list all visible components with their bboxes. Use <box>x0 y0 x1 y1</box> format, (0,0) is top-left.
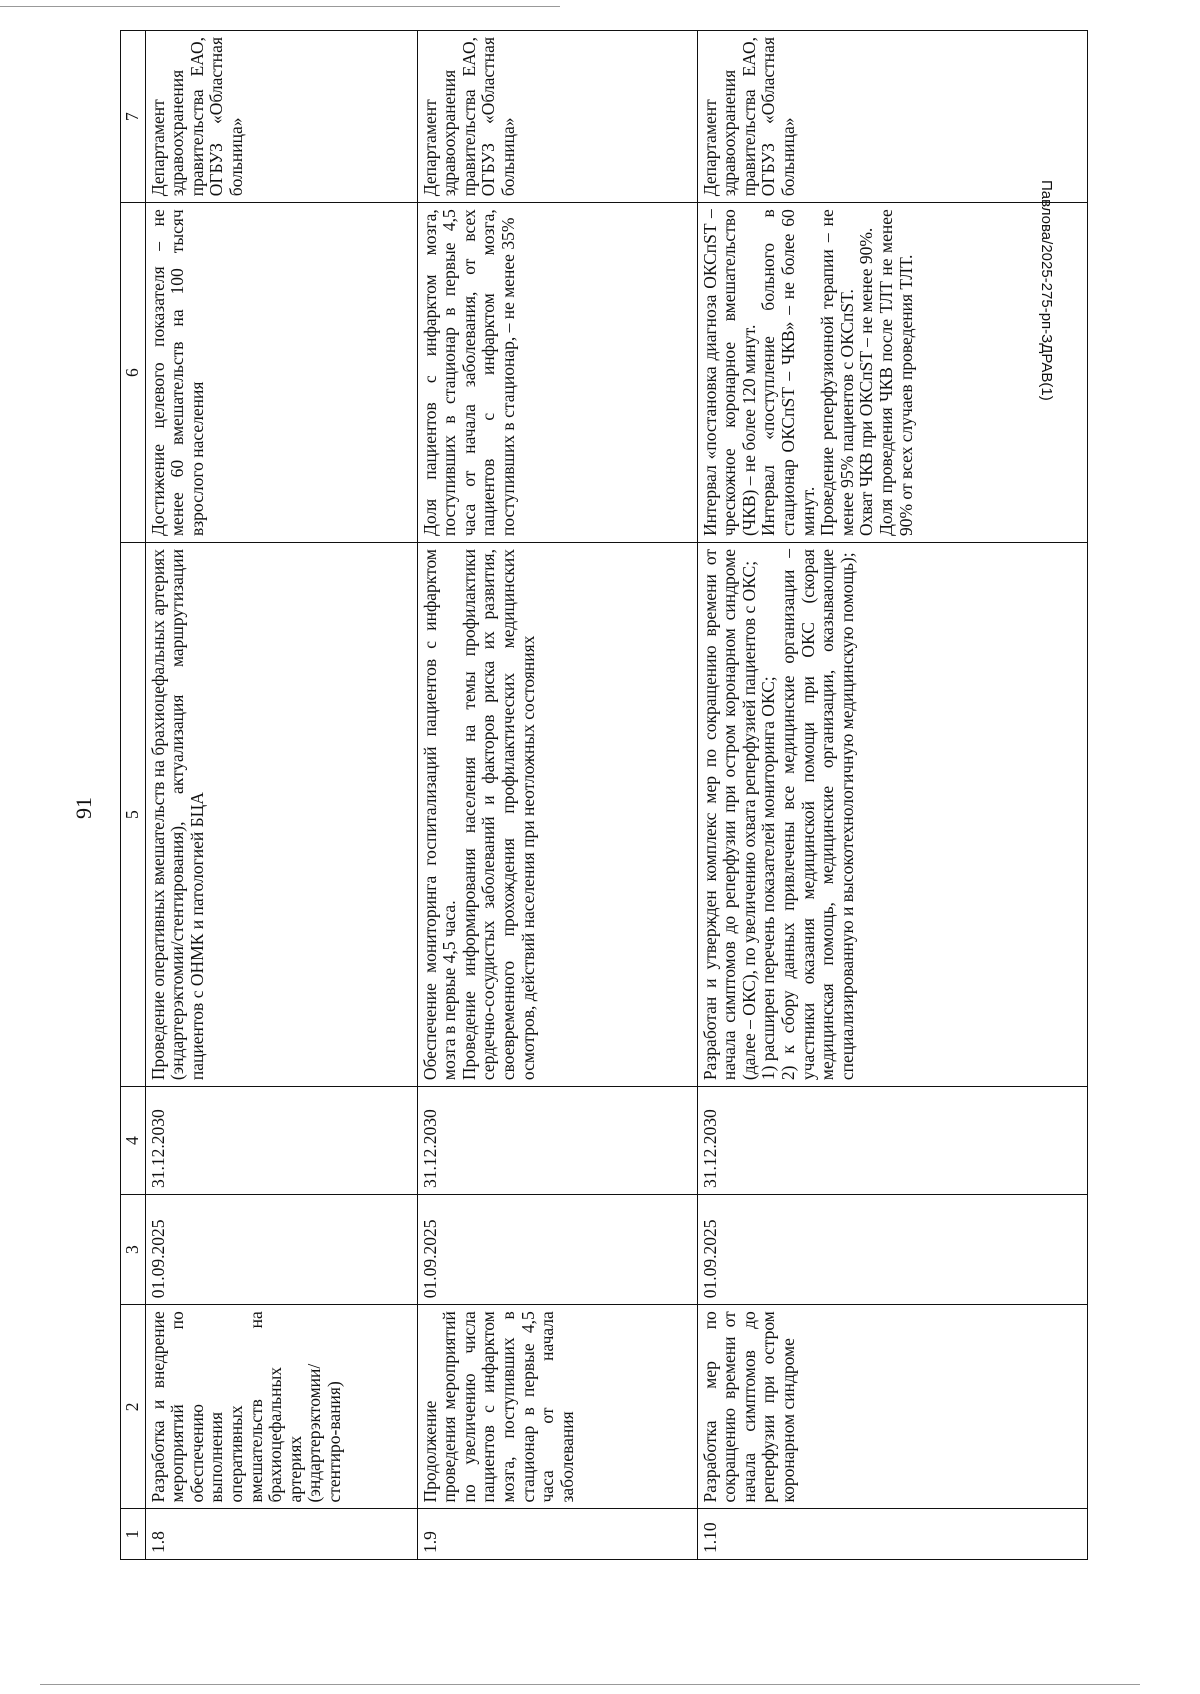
indicator-paragraph: Доля пациентов с инфарктом мозга, поступивших в стационар в первые 4,5 часа от начала заболевания, от всех пациентов с инфарктом мозга, поступивших в стационар, – не менее 35% <box>419 209 518 537</box>
indicator-paragraph: Интервал «постановка диагноза ОКСпST – чрескожное коронарное вмешательство (ЧКВ) – не более 120 минут. <box>699 209 759 537</box>
header-col-1: 1 <box>121 1509 146 1560</box>
header-col-4: 4 <box>121 1087 146 1195</box>
expected-result <box>697 543 1087 1087</box>
expected-result <box>417 543 697 1087</box>
indicator-paragraph: Достижение целевого показателя – не менее 60 вмешательств на 100 тысяч взрослого населения <box>147 209 207 537</box>
result-paragraph: Проведение оперативных вмешательств на брахиоцефальных артериях (эндартерэктомии/стентирования), актуализация маршрутизации пациентов с ОНМК и патологией БЦА <box>147 549 207 1081</box>
rotated-table-container <box>120 30 1080 1560</box>
target-indicator <box>145 203 417 543</box>
indicator-paragraph: Проведение реперфузионной терапии – не менее 95% пациентов с ОКСпST. <box>817 209 857 537</box>
header-col-3: 3 <box>121 1195 146 1305</box>
end-date: 31.12.2030 <box>417 1087 697 1195</box>
measure-name: Разработка и внедрение мероприятий по обеспечению выполнения оперативных вмешательств на брахиоцефальных артериях (эндартерэктомии/стентиро-вания) <box>145 1305 417 1509</box>
indicator-paragraph: Интервал «поступление больного в стационар ОКСпST – ЧКВ» – не более 60 минут. <box>758 209 818 537</box>
expected-result <box>145 543 417 1087</box>
header-col-6: 6 <box>121 203 146 543</box>
indicator-paragraph: Доля проведения ЧКВ после ТЛТ не менее 90% от всех случаев проведения ТЛТ. <box>875 209 916 537</box>
table-row-1-8 <box>145 31 417 1560</box>
target-indicator <box>697 203 1087 543</box>
end-date: 31.12.2030 <box>145 1087 417 1195</box>
measure-name: Продолжение проведения мероприятий по увеличению числа пациентов с инфарктом мозга, поступивших в стационар в первые 4,5 часа от начала заболевания <box>417 1305 697 1509</box>
target-indicator <box>417 203 697 543</box>
end-date: 31.12.2030 <box>697 1087 1087 1195</box>
header-col-5: 5 <box>121 543 146 1087</box>
row-number: 1.10 <box>697 1509 1087 1560</box>
start-date: 01.09.2025 <box>145 1195 417 1305</box>
measure-name: Разработка мер по сокращению времени от начала симптомов до реперфузии при остром коронарном синдроме <box>697 1305 1087 1509</box>
result-paragraph: 1) расширен перечень показателей мониторинга ОКС; <box>758 676 779 1081</box>
start-date: 01.09.2025 <box>417 1195 697 1305</box>
row-number: 1.8 <box>145 1509 417 1560</box>
row-number: 1.9 <box>417 1509 697 1560</box>
header-col-7: 7 <box>121 31 146 203</box>
indicator-paragraph: Охват ЧКВ при ОКСпST – не менее 90%. <box>856 227 877 537</box>
measures-table <box>120 30 1088 1560</box>
header-col-2: 2 <box>121 1305 146 1509</box>
page-number: 91 <box>71 797 96 819</box>
responsible: Департамент здравоохранения правительства ЕАО, ОГБУЗ «Областная больница» <box>145 31 417 203</box>
header-row <box>121 31 146 1560</box>
result-paragraph: Разработан и утвержден комплекс мер по сокращению времени от начала симптомов до реперфузии при остром коронарном синдроме (далее – ОКС), по увеличению охвата реперфузией пациентов с ОКС; <box>699 549 759 1081</box>
result-paragraph: Обеспечение мониторинга госпитализаций пациентов с инфарктом мозга в первые 4,5 часа. <box>419 549 460 1081</box>
table-row-1-9 <box>417 31 697 1560</box>
responsible: Департамент здравоохранения правительства ЕАО, ОГБУЗ «Областная больница» <box>697 31 1087 203</box>
table-row-1-10 <box>697 31 1087 1560</box>
document-code: Павлова/2025-275-рп-ЗДРАВ(1) <box>1038 180 1055 401</box>
scan-edge-bottom <box>40 1684 1140 1685</box>
start-date: 01.09.2025 <box>697 1195 1087 1305</box>
responsible: Департамент здравоохранения правительства ЕАО, ОГБУЗ «Областная больница» <box>417 31 697 203</box>
result-paragraph: Проведение информирования населения на темы профилактики сердечно-сосудистых заболеваний и факторов риска их развития, своевременного прохождения профилактических медицинских осмотров, действий населения при неотложных состояниях <box>458 549 538 1081</box>
scan-edge-top <box>0 6 560 7</box>
result-paragraph: 2) к сбору данных привлечены все медицинские организации – участники оказания медицинской помощи при ОКС (скорая медицинская помощь, медицинские организации, оказывающие специализированную и высокотехнологичную медицинскую помощь); <box>777 549 857 1081</box>
